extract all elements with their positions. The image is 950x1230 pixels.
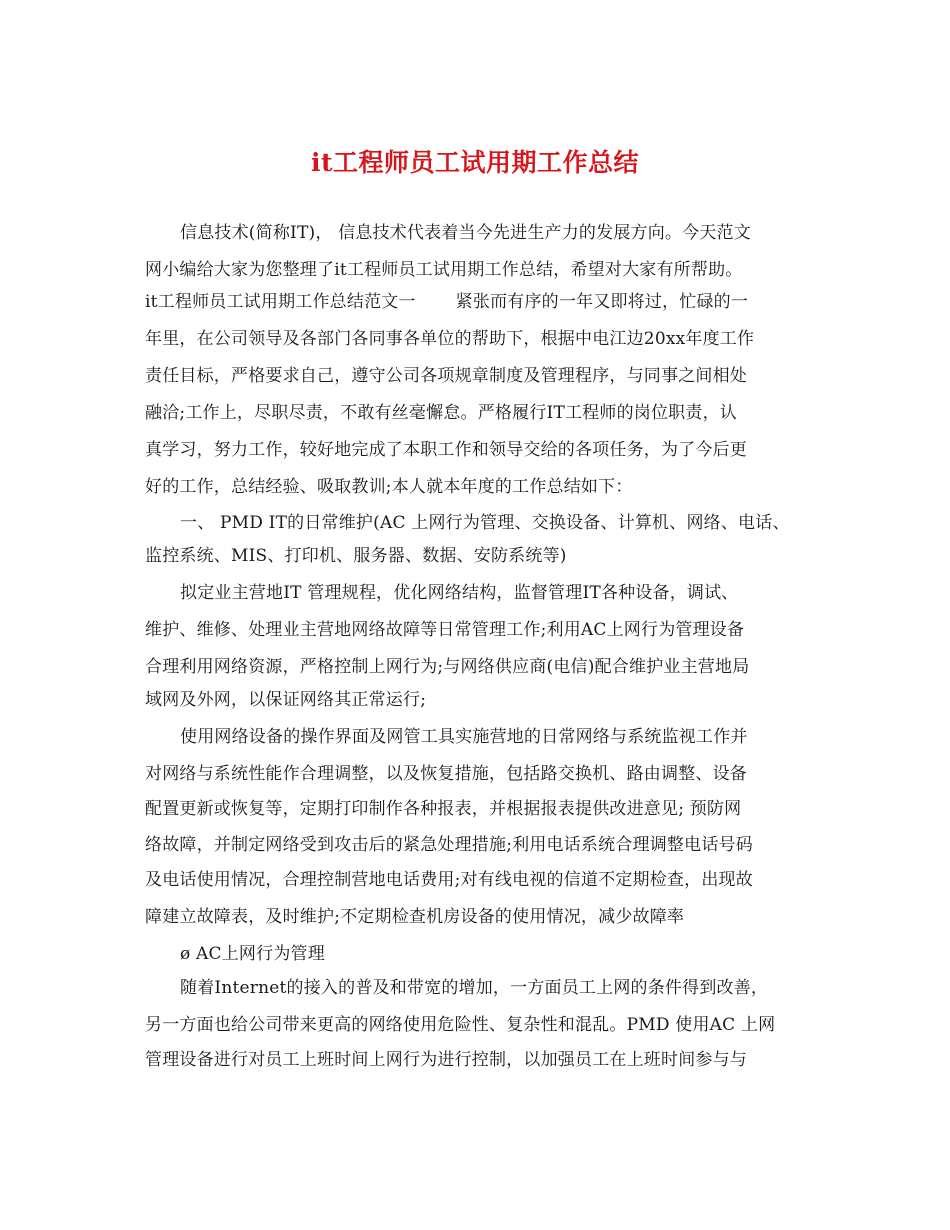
paragraph-line: 网小编给大家为您整理了it工程师员工试用期工作总结，希望对大家有所帮助。 [145, 260, 743, 280]
paragraph-line: 责任目标，严格要求自己，遵守公司各项规章制度及管理程序，与同事之间相处 [145, 366, 747, 386]
paragraph-line: 络故障，并制定网络受到攻击后的紧急处理措施;利用电话系统合理调整电话号码 [145, 835, 753, 855]
paragraph-line: 信息技术(简称IT)， 信息技术代表着当今先进生产力的发展方向。今天范文 [180, 223, 751, 243]
paragraph-line: 监控系统、MIS、打印机、服务器、数据、安防系统等) [145, 546, 567, 566]
paragraph-line: 融洽;工作上，尽职尽责，不敢有丝毫懈怠。严格履行IT工程师的岗位职责，认 [145, 403, 737, 423]
paragraph-line: 使用网络设备的操作界面及网管工具实施营地的日常网络与系统监视工作并 [180, 727, 748, 747]
paragraph-line: 随着Internet的接入的普及和带宽的增加，一方面员工上网的条件得到改善， [180, 978, 769, 998]
paragraph-line: 维护、维修、处理业主营地网络故障等日常管理工作;利用AC上网行为管理设备 [145, 620, 745, 640]
section-heading: 一、 PMD IT的日常维护(AC 上网行为管理、交换设备、计算机、网络、电话、 [180, 513, 790, 533]
paragraph-line: 域网及外网，以保证网络其正常运行; [145, 690, 427, 710]
subsection-heading: ø AC上网行为管理 [180, 944, 325, 964]
page-title: it工程师员工试用期工作总结 [310, 148, 640, 177]
paragraph-line: 拟定业主营地IT 管理规程，优化网络结构，监督管理IT各种设备，调试、 [180, 583, 739, 603]
paragraph-line: 另一方面也给公司带来更高的网络使用危险性、复杂性和混乱。PMD 使用AC 上网 [145, 1015, 776, 1035]
paragraph-line: 合理利用网络资源，严格控制上网行为;与网络供应商(电信)配合维护业主营地局 [145, 657, 750, 677]
paragraph-line: 对网络与系统性能作合理调整，以及恢复措施，包括路交换机、路由调整、设备 [145, 764, 747, 784]
paragraph-line: 配置更新或恢复等，定期打印制作各种报表，并根据报表提供改进意见; 预防网 [145, 799, 742, 819]
paragraph-line: 管理设备进行对员工上班时间上网行为进行控制，以加强员工在上班时间参与与 [145, 1050, 747, 1070]
paragraph-line: it工程师员工试用期工作总结范文一 紧张而有序的一年又即将过，忙碌的一 [145, 292, 749, 312]
paragraph-line: 真学习，努力工作，较好地完成了本职工作和领导交给的各项任务，为了今后更 [145, 440, 747, 460]
paragraph-line: 及电话使用情况，合理控制营地电话费用;对有线电视的信道不定期检查，出现故 [145, 870, 753, 890]
paragraph-line: 障建立故障表，及时维护;不定期检查机房设备的使用情况，减少故障率 [145, 907, 685, 927]
paragraph-line: 年里，在公司领导及各部门各同事各单位的帮助下，根据中电江边20xx年度工作 [145, 329, 755, 349]
paragraph-line: 好的工作，总结经验、吸取教训;本人就本年度的工作总结如下： [145, 477, 633, 497]
